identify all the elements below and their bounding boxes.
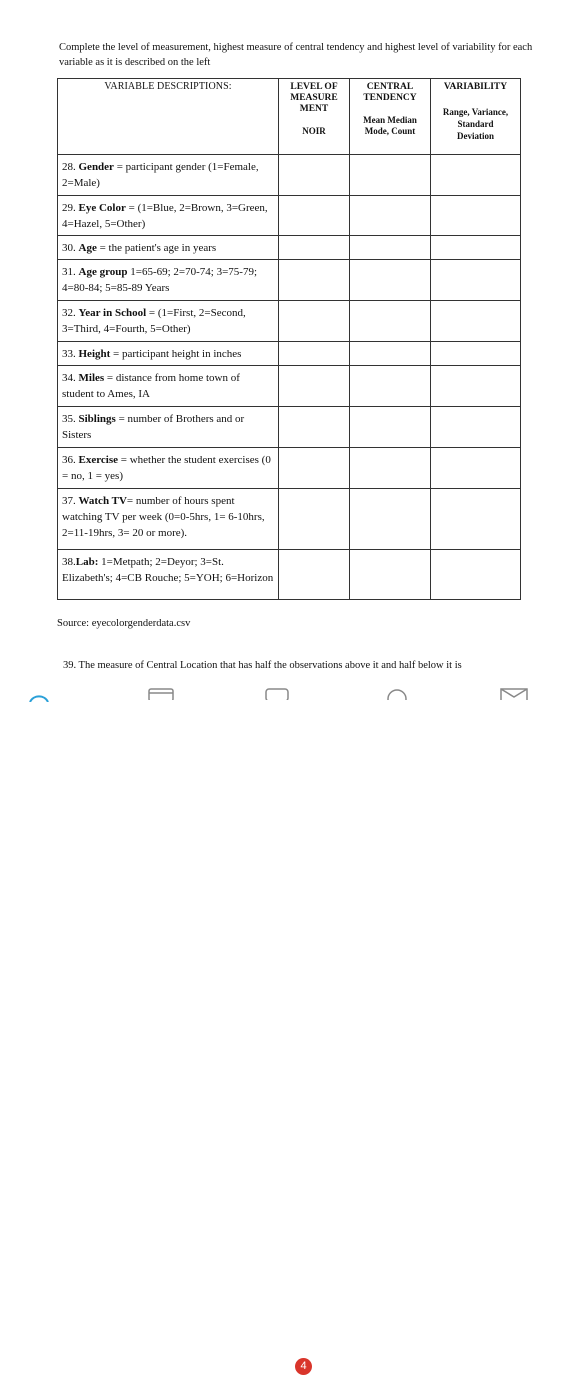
table-row (58, 550, 521, 600)
answer-central-cell[interactable] (350, 196, 431, 236)
row-number: 33. (62, 348, 76, 360)
variable-description (58, 342, 279, 366)
variable-text: = number of hours spent watching TV per week (0=0-5hrs, 1= 6-10hrs, 2=11-19hrs, 3= 20 or more). (62, 495, 265, 539)
variable-text: = (1=Blue, 2=Brown, 3=Green, 4=Hazel, 5=Other) (62, 202, 268, 230)
answer-variability-cell[interactable] (431, 260, 521, 301)
row-number: 31. (62, 266, 76, 278)
variable-description (58, 366, 279, 407)
table-row (58, 236, 521, 260)
header-variable-descriptions: VARIABLE DESCRIPTIONS: (58, 79, 279, 155)
variable-name: Watch TV (78, 495, 127, 507)
variable-description (58, 489, 279, 550)
variable-description (58, 448, 279, 489)
table-row (58, 155, 521, 196)
row-number: 34. (62, 372, 76, 384)
variable-name: Height (78, 348, 111, 360)
answer-variability-cell[interactable] (431, 196, 521, 236)
table-row (58, 301, 521, 342)
variable-text: = participant gender (1=Female, 2=Male) (62, 161, 259, 189)
variable-description (58, 196, 279, 236)
answer-central-cell[interactable] (350, 342, 431, 366)
variable-description (58, 155, 279, 196)
variable-text: = (1=First, 2=Second, 3=Third, 4=Fourth, 5=Other) (62, 307, 246, 335)
variable-text: 1=Metpath; 2=Deyor; 3=St. Elizabeth's; 4=CB Rouche; 5=YOH; 6=Horizon (62, 556, 274, 584)
answer-level-cell[interactable] (279, 366, 350, 407)
answer-level-cell[interactable] (279, 155, 350, 196)
answer-central-cell[interactable] (350, 236, 431, 260)
answer-level-cell[interactable] (279, 489, 350, 550)
row-number: 28. (62, 161, 76, 173)
answer-variability-cell[interactable] (431, 489, 521, 550)
header-central-tendency (350, 79, 431, 155)
answer-central-cell[interactable] (350, 448, 431, 489)
variable-text: = number of Brothers and or Sisters (62, 413, 245, 441)
instructions: Complete the level of measurement, highest measure of central tendency and highest level of variability for each variable as it is described on the left (59, 42, 533, 68)
header-variability-sub: Range, Variance, Standard Deviation (442, 107, 509, 141)
answer-central-cell[interactable] (350, 155, 431, 196)
answer-level-cell[interactable] (279, 448, 350, 489)
variable-name: Eye Color (78, 202, 126, 214)
header-level-of-measurement (279, 79, 350, 155)
card-icon[interactable] (148, 686, 174, 700)
mail-icon[interactable] (500, 686, 528, 700)
header-variability (431, 79, 521, 155)
answer-variability-cell[interactable] (431, 407, 521, 448)
answer-central-cell[interactable] (350, 489, 431, 550)
answer-level-cell[interactable] (279, 407, 350, 448)
variable-name: Lab: (75, 556, 99, 568)
variable-name: Exercise (78, 454, 119, 466)
answer-variability-cell[interactable] (431, 448, 521, 489)
question-39: 39. The measure of Central Location that has half the observations above it and half below it is (63, 660, 462, 671)
variable-name: Age (78, 242, 97, 254)
bottom-toolbar (0, 678, 568, 1372)
header-central-sub: Mean Median Mode, Count (363, 115, 417, 136)
variable-description (58, 301, 279, 342)
row-number: 35. (62, 413, 76, 425)
variable-text: 1=65-69; 2=70-74; 3=75-79; 4=80-84; 5=85-89 Years (62, 266, 258, 294)
header-variability-label: VARIABILITY (443, 82, 508, 92)
answer-level-cell[interactable] (279, 196, 350, 236)
answer-central-cell[interactable] (350, 301, 431, 342)
header-level-label: LEVEL OF MEASURE MENT (290, 82, 338, 114)
answer-variability-cell[interactable] (431, 366, 521, 407)
variable-text: = distance from home town of student to Ames, IA (62, 372, 240, 400)
row-number: 32. (62, 307, 76, 319)
variable-description (58, 407, 279, 448)
answer-variability-cell[interactable] (431, 236, 521, 260)
table-row (58, 407, 521, 448)
variable-name: Age group (78, 266, 128, 278)
answer-level-cell[interactable] (279, 550, 350, 600)
variable-text: = whether the student exercises (0 = no, 1 = yes) (62, 454, 271, 482)
table-row (58, 448, 521, 489)
variable-description (58, 236, 279, 260)
search-icon[interactable] (385, 687, 409, 700)
table-row (58, 196, 521, 236)
answer-level-cell[interactable] (279, 342, 350, 366)
source-note: Source: eyecolorgenderdata.csv (57, 618, 191, 629)
chat-icon[interactable] (265, 686, 291, 700)
table-body (58, 155, 521, 600)
variable-name: Gender (78, 161, 114, 173)
answer-level-cell[interactable] (279, 260, 350, 301)
answer-variability-cell[interactable] (431, 342, 521, 366)
variable-description (58, 260, 279, 301)
answer-central-cell[interactable] (350, 260, 431, 301)
measurement-table (57, 78, 521, 600)
table-row (58, 489, 521, 550)
table-header-row (58, 79, 521, 155)
answer-variability-cell[interactable] (431, 155, 521, 196)
answer-central-cell[interactable] (350, 407, 431, 448)
row-number: 36. (62, 454, 76, 466)
table-row (58, 366, 521, 407)
table-row (58, 260, 521, 301)
header-level-sub: NOIR (302, 126, 326, 136)
variable-text: = the patient's age in years (96, 242, 217, 254)
answer-central-cell[interactable] (350, 366, 431, 407)
variable-name: Miles (78, 372, 105, 384)
notification-badge: 4 (295, 1358, 312, 1375)
row-number: 37. (62, 495, 76, 507)
variable-name: Siblings (78, 413, 116, 425)
row-number: 38. (62, 556, 76, 568)
answer-level-cell[interactable] (279, 301, 350, 342)
row-number: 30. (62, 242, 76, 254)
answer-variability-cell[interactable] (431, 550, 521, 600)
variable-text: = participant height in inches (110, 348, 242, 360)
row-number: 29. (62, 202, 76, 214)
variable-description (58, 550, 279, 600)
table-row (58, 342, 521, 366)
variable-name: Year in School (78, 307, 147, 319)
answer-central-cell[interactable] (350, 550, 431, 600)
answer-variability-cell[interactable] (431, 301, 521, 342)
header-central-label: CENTRAL TENDENCY (363, 82, 417, 103)
answer-level-cell[interactable] (279, 236, 350, 260)
